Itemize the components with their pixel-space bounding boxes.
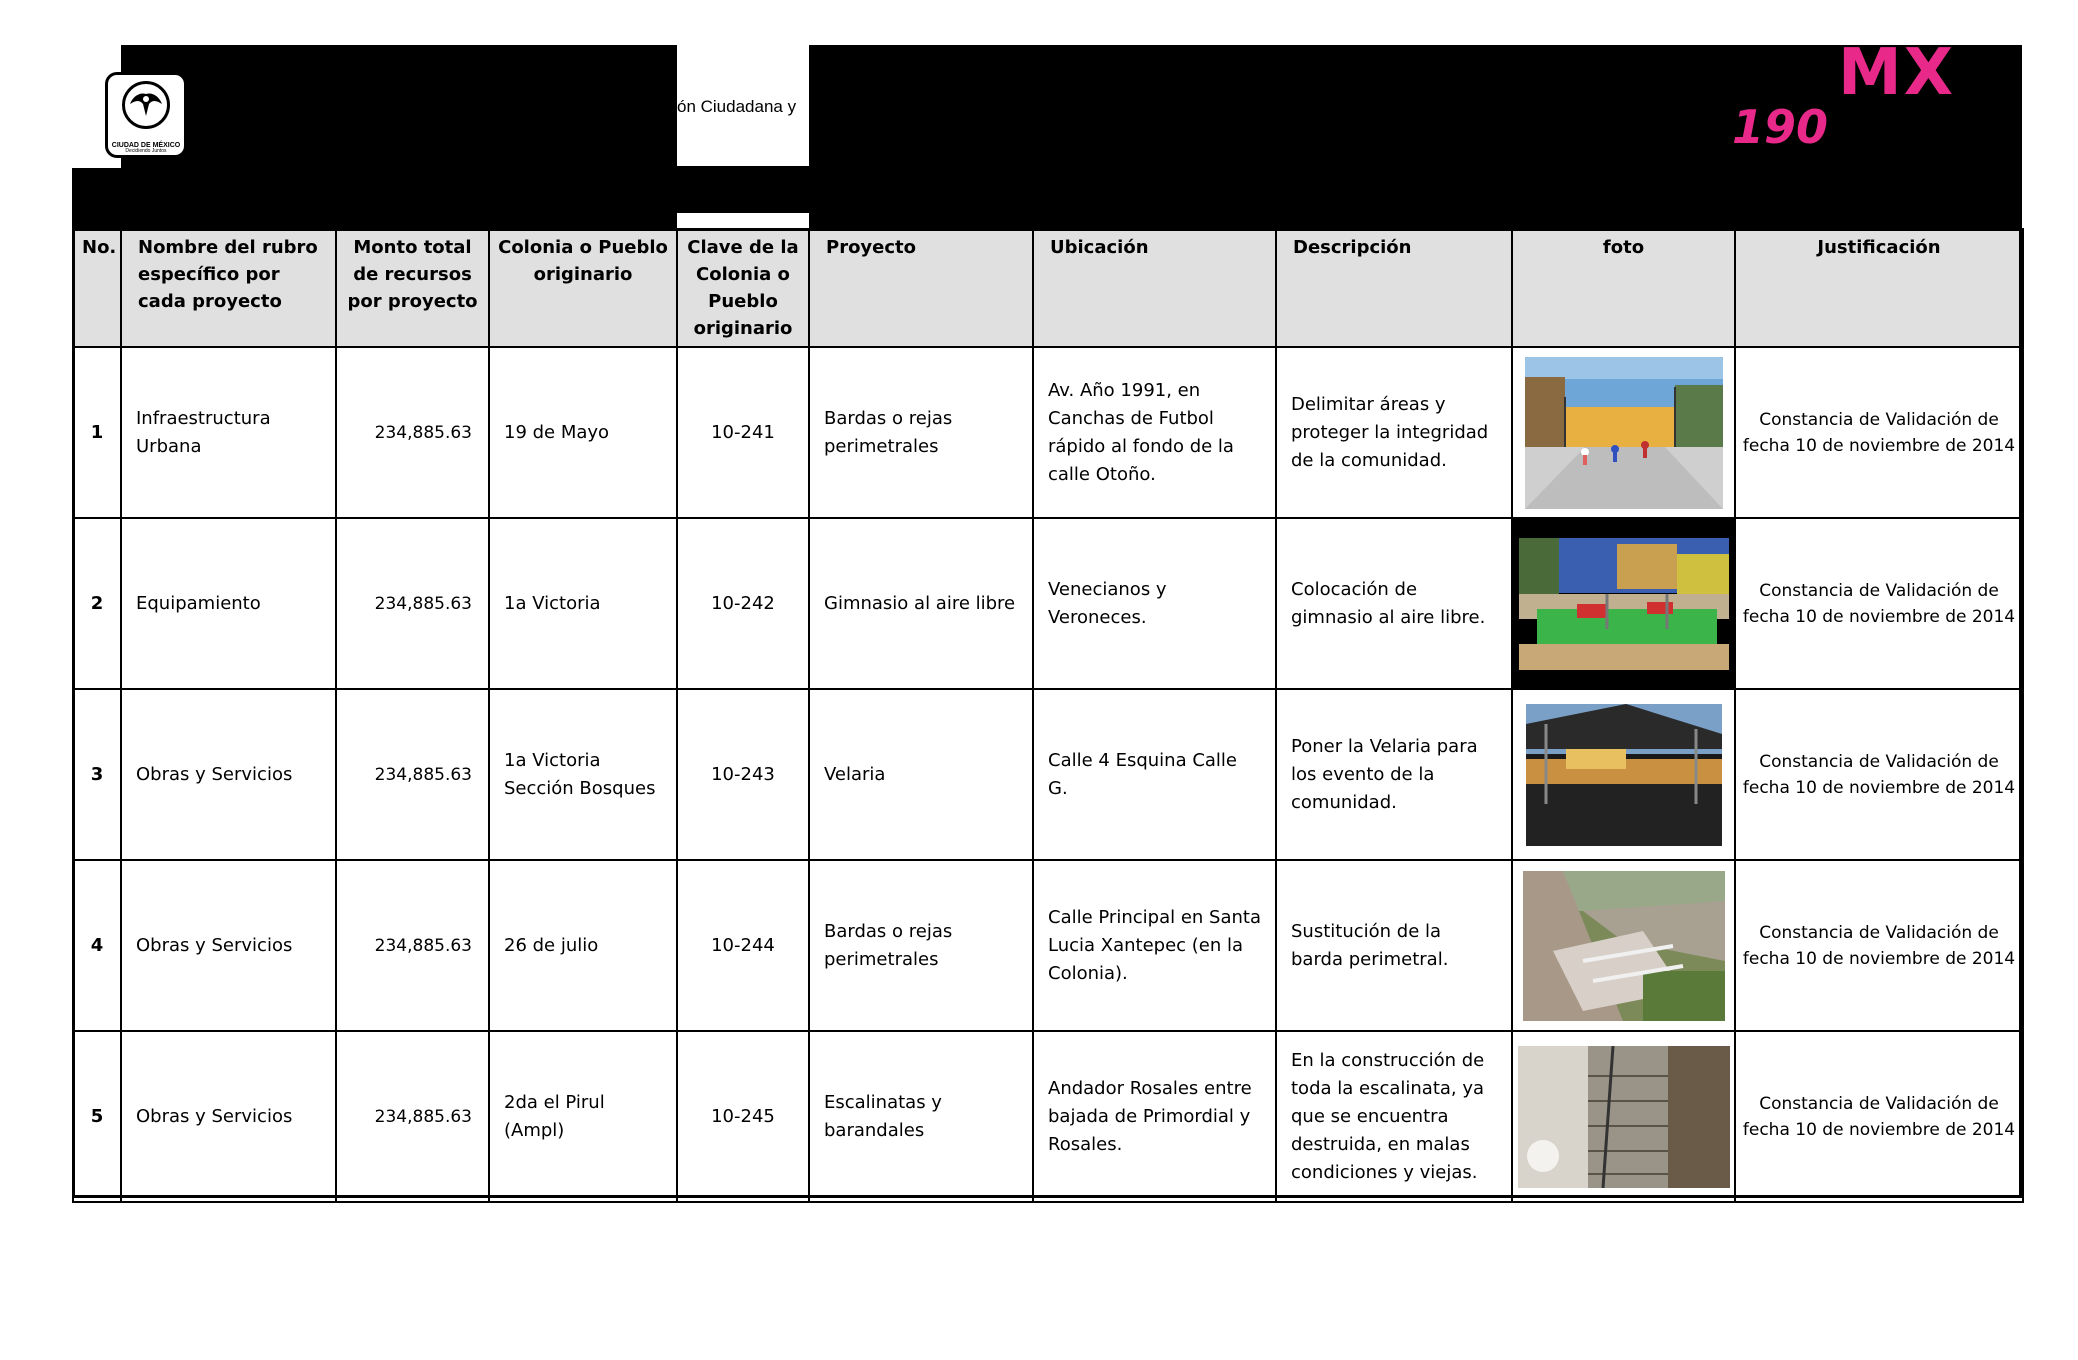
table-header-row [73,229,2023,347]
row-justificacion: Constancia de Validación de fecha 10 de noviembre de 2014 [1735,1031,2023,1202]
header-title-box [677,45,809,166]
col-header-no: No. [73,229,121,347]
row-rubro: Obras y Servicios [121,860,336,1031]
brand-190: 190 [1732,100,1829,154]
row-rubro: Infraestructura Urbana [121,347,336,518]
row-proyecto: Bardas o rejas perimetrales [809,860,1033,1031]
table-row [73,347,2023,518]
row-monto: 234,885.63 [336,347,489,518]
row-colonia: 26 de julio [489,860,677,1031]
table-row [73,518,2023,689]
logo-subtext: Decidiendo Juntos [125,148,167,154]
row-descripcion: Delimitar áreas y proteger la integridad de la comunidad. [1276,347,1512,518]
col-header-justificacion: Justificación [1735,229,2023,347]
velaria-photo [1526,704,1722,846]
row-ubicacion: Av. Año 1991, en Canchas de Futbol rápido al fondo de la calle Otoño. [1033,347,1276,518]
row-descripcion: Colocación de gimnasio al aire libre. [1276,518,1512,689]
row-foto [1512,1031,1735,1202]
row-rubro: Equipamiento [121,518,336,689]
col-header-ubicacion: Ubicación [1033,229,1276,347]
col-header-monto: Monto total de recursos por proyecto [336,229,489,347]
row-proyecto: Gimnasio al aire libre [809,518,1033,689]
row-justificacion: Constancia de Validación de fecha 10 de noviembre de 2014 [1735,860,2023,1031]
row-ubicacion: Andador Rosales entre bajada de Primordial y Rosales. [1033,1031,1276,1202]
row-number: 1 [73,347,121,518]
cdmx-logo [105,72,187,158]
table-row [73,1031,2023,1202]
row-colonia: 19 de Mayo [489,347,677,518]
row-descripcion: En la construcción de toda la escalinata, ya que se encuentra destruida, en malas condiciones y viejas. [1276,1031,1512,1202]
row-clave: 10-244 [677,860,809,1031]
row-justificacion: Constancia de Validación de fecha 10 de noviembre de 2014 [1735,518,2023,689]
col-header-clave: Clave de la Colonia o Pueblo originario [677,229,809,347]
row-number: 5 [73,1031,121,1202]
header-banner [72,45,2022,228]
row-rubro: Obras y Servicios [121,689,336,860]
row-number: 4 [73,860,121,1031]
table-row [73,860,2023,1031]
table-row [73,689,2023,860]
soccer-court-photo [1525,357,1723,509]
row-monto: 234,885.63 [336,1031,489,1202]
hillside-wall-photo [1523,871,1725,1021]
row-colonia: 1a Victoria [489,518,677,689]
col-header-descripcion: Descripción [1276,229,1512,347]
row-number: 2 [73,518,121,689]
row-proyecto: Bardas o rejas perimetrales [809,347,1033,518]
col-header-foto: foto [1512,229,1735,347]
row-descripcion: Sustitución de la barda perimetral. [1276,860,1512,1031]
projects-table [72,228,2024,1203]
row-foto [1512,518,1735,689]
row-ubicacion: Venecianos y Veroneces. [1033,518,1276,689]
row-foto [1512,860,1735,1031]
row-monto: 234,885.63 [336,518,489,689]
outdoor-gym-photo [1517,534,1731,674]
row-proyecto: Escalinatas y barandales [809,1031,1033,1202]
row-justificacion: Constancia de Validación de fecha 10 de noviembre de 2014 [1735,347,2023,518]
row-clave: 10-245 [677,1031,809,1202]
row-descripcion: Poner la Velaria para los evento de la comunidad. [1276,689,1512,860]
header-divider [677,213,809,228]
row-foto [1512,689,1735,860]
row-ubicacion: Calle Principal en Santa Lucia Xantepec (en la Colonia). [1033,860,1276,1031]
row-clave: 10-242 [677,518,809,689]
col-header-rubro: Nombre del rubro específico por cada proyecto [121,229,336,347]
eagle-icon [122,81,170,129]
row-monto: 234,885.63 [336,860,489,1031]
row-monto: 234,885.63 [336,689,489,860]
row-colonia: 1a Victoria Sección Bosques [489,689,677,860]
row-number: 3 [73,689,121,860]
col-header-colonia: Colonia o Pueblo originario [489,229,677,347]
staircase-photo [1518,1046,1730,1188]
row-ubicacion: Calle 4 Esquina Calle G. [1033,689,1276,860]
col-header-proyecto: Proyecto [809,229,1033,347]
row-clave: 10-241 [677,347,809,518]
header-title-fragment: ón Ciudadana y [677,97,797,116]
row-colonia: 2da el Pirul (Ampl) [489,1031,677,1202]
logo-text: CIUDAD DE MÉXICO [111,142,181,149]
row-rubro: Obras y Servicios [121,1031,336,1202]
row-foto [1512,347,1735,518]
row-proyecto: Velaria [809,689,1033,860]
row-justificacion: Constancia de Validación de fecha 10 de noviembre de 2014 [1735,689,2023,860]
row-clave: 10-243 [677,689,809,860]
brand-mx: MX [1838,36,1956,110]
